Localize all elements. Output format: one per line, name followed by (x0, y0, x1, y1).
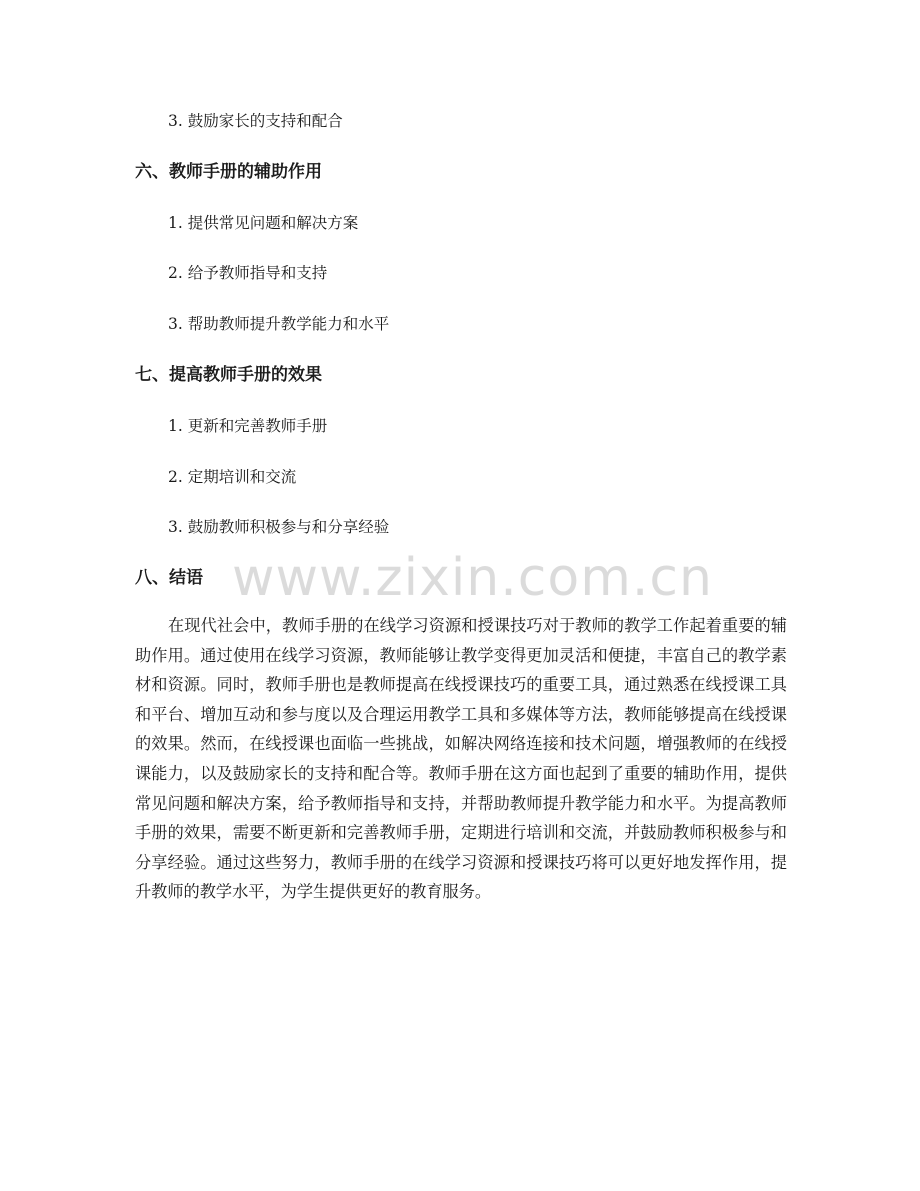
list-item-7-1: 1. 更新和完善教师手册 (168, 417, 328, 435)
conclusion-paragraph: 在现代社会中，教师手册的在线学习资源和授课技巧对于教师的教学工作起着重要的辅助作用。通过使用在线学习资源，教师能够让教学变得更加灵活和便捷，丰富自己的教学素材和资源。同时，教师手册也是教师提高在线授课技巧的重要工具，通过熟悉在线授课工具和平台、增加互动和参与度以及合理运用教学工具和多媒体等方法，教师能够提高在线授课的效果。然而，在线授课也面临一些挑战，如解决网络连接和技术问题，增强教师的在线授课能力，以及鼓励家长的支持和配合等。教师手册在这方面也起到了重要的辅助作用，提供常见问题和解决方案，给予教师指导和支持，并帮助教师提升教学能力和水平。为提高教师手册的效果，需要不断更新和完善教师手册，定期进行培训和交流，并鼓励教师积极参与和分享经验。通过这些努力，教师手册的在线学习资源和授课技巧将可以更好地发挥作用，提升教师的教学水平，为学生提供更好的教育服务。 (135, 616, 787, 902)
list-item-6-1: 1. 提供常见问题和解决方案 (168, 214, 359, 232)
list-item-7-3: 3. 鼓励教师积极参与和分享经验 (168, 518, 390, 536)
list-item-encourage-parents: 3. 鼓励家长的支持和配合 (168, 112, 343, 130)
section-heading-7: 七、提高教师手册的效果 (135, 365, 322, 385)
list-item-6-2: 2. 给予教师指导和支持 (168, 264, 328, 282)
section-heading-8: 八、结语 (135, 568, 203, 588)
list-item-6-3: 3. 帮助教师提升教学能力和水平 (168, 315, 390, 333)
section-heading-6: 六、教师手册的辅助作用 (135, 162, 322, 182)
list-item-7-2: 2. 定期培训和交流 (168, 468, 297, 486)
watermark: www.zixin.com.cn (232, 548, 713, 608)
